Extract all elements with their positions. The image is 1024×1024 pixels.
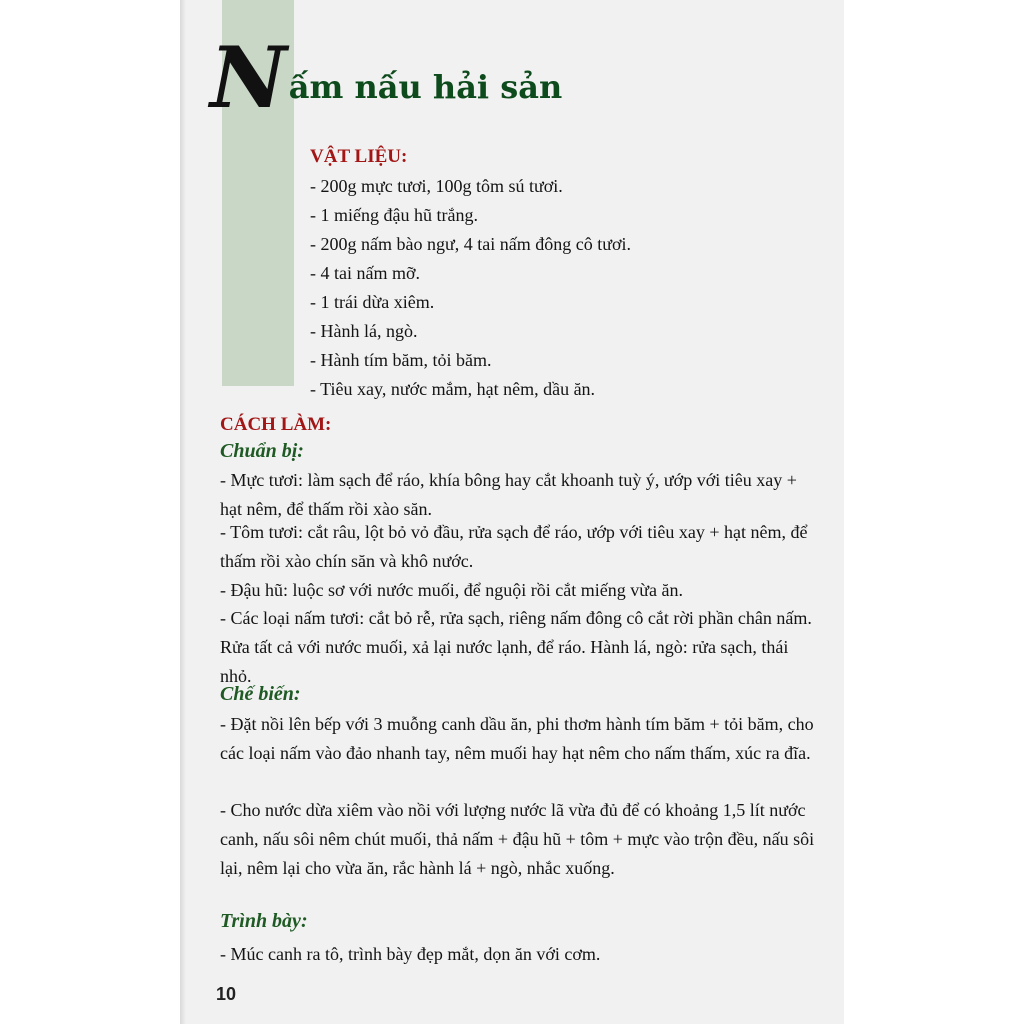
recipe-title [210, 28, 563, 127]
material-item: - 200g mực tươi, 100g tôm sú tươi. [310, 176, 563, 196]
material-item: - 4 tai nấm mỡ. [310, 263, 420, 283]
materials-list [310, 172, 631, 404]
prep-paragraph: - Các loại nấm tươi: cắt bỏ rễ, rửa sạch, riêng nấm đông cô cắt rời phần chân nấm. Rửa tất cả với nước muối, xả lại nước lạnh, để ráo. Hành lá, ngò: rửa sạch, thái nhỏ. [220, 608, 812, 686]
cook-paragraph: - Đặt nồi lên bếp với 3 muỗng canh dầu ăn, phi thơm hành tím băm + tỏi băm, cho các loại nấm vào đảo nhanh tay, nêm muối hay hạt nêm cho nấm thấm, xúc ra đĩa. [220, 714, 814, 763]
prep-paragraph: - Đậu hũ: luộc sơ với nước muối, để nguội rồi cắt miếng vừa ăn. [220, 580, 683, 600]
materials-heading: VẬT LIỆU: [310, 146, 408, 167]
prep-paragraph: - Tôm tươi: cắt râu, lột bỏ vỏ đầu, rửa sạch để ráo, ướp với tiêu xay + hạt nêm, để thấm rồi xào chín săn và khô nước. [220, 522, 808, 571]
material-item: - 200g nấm bào ngư, 4 tai nấm đông cô tươi. [310, 234, 631, 254]
page-number: 10 [216, 984, 237, 1004]
prep-heading: Chuẩn bị: [220, 440, 304, 462]
title-text: ấm nấu hải sản [288, 68, 563, 106]
serve-paragraph: - Múc canh ra tô, trình bày đẹp mắt, dọn ăn với cơm. [220, 944, 601, 964]
serve-heading: Trình bày: [220, 910, 308, 932]
material-item: - Tiêu xay, nước mắm, hạt nêm, dầu ăn. [310, 379, 596, 399]
material-item: - Hành tím băm, tỏi băm. [310, 350, 492, 370]
prep-paragraph: - Mực tươi: làm sạch để ráo, khía bông hay cắt khoanh tuỳ ý, ướp với tiêu xay + hạt nêm, để thấm rồi xào săn. [220, 470, 797, 519]
cook-heading: Chế biến: [220, 683, 301, 705]
title-drop-initial: N [210, 28, 287, 127]
book-page [180, 0, 844, 1024]
method-heading: CÁCH LÀM: [220, 414, 332, 435]
material-item: - 1 miếng đậu hũ trắng. [310, 205, 478, 225]
material-item: - 1 trái dừa xiêm. [310, 292, 435, 312]
page-gutter-shadow [180, 0, 186, 1024]
material-item: - Hành lá, ngò. [310, 321, 418, 341]
cook-paragraph: - Cho nước dừa xiêm vào nồi với lượng nước lã vừa đủ để có khoảng 1,5 lít nước canh, nấu sôi nêm chút muối, thả nấm + đậu hũ + tôm + mực vào trộn đều, nấu sôi lại, nêm lại cho vừa ăn, rắc hành lá + ngò, nhắc xuống. [220, 800, 815, 878]
